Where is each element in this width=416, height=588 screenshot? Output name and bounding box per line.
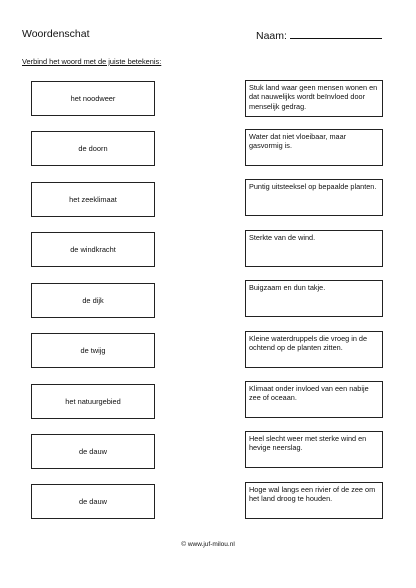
word-box: de dijk [31,283,155,318]
meaning-box: Sterkte van de wind. [245,230,383,267]
meaning-box: Buigzaam en dun takje. [245,280,383,317]
word-box: het natuurgebied [31,384,155,419]
footer-copyright: © www.juf-milou.nl [181,541,235,548]
meaning-box: Kleine waterdruppels die vroeg in de ochtend op de planten zitten. [245,331,383,368]
page-title: Woordenschat [22,28,90,40]
word-box: de twijg [31,333,155,368]
instruction-text: Verbind het woord met de juiste betekenis: [22,57,162,66]
meaning-box: Hoge wal langs een rivier of de zee om het land droog te houden. [245,482,383,519]
word-box: de dauw [31,434,155,469]
name-blank-line [290,28,382,39]
word-box: de dauw [31,484,155,519]
meaning-box: Stuk land waar geen mensen wonen en dat nauwelijks wordt beïnvloed door menselijk gedrag. [245,80,383,117]
meaning-box: Klimaat onder invloed van een nabije zee of oceaan. [245,381,383,418]
word-box: het noodweer [31,81,155,116]
word-box: de doorn [31,131,155,166]
word-box: het zeeklimaat [31,182,155,217]
name-field [256,28,382,42]
meaning-box: Puntig uitsteeksel op bepaalde planten. [245,179,383,216]
meaning-box: Heel slecht weer met sterke wind en hevige neerslag. [245,431,383,468]
word-box: de windkracht [31,232,155,267]
meaning-box: Water dat niet vloeibaar, maar gasvormig is. [245,129,383,166]
name-label: Naam: [256,30,287,42]
